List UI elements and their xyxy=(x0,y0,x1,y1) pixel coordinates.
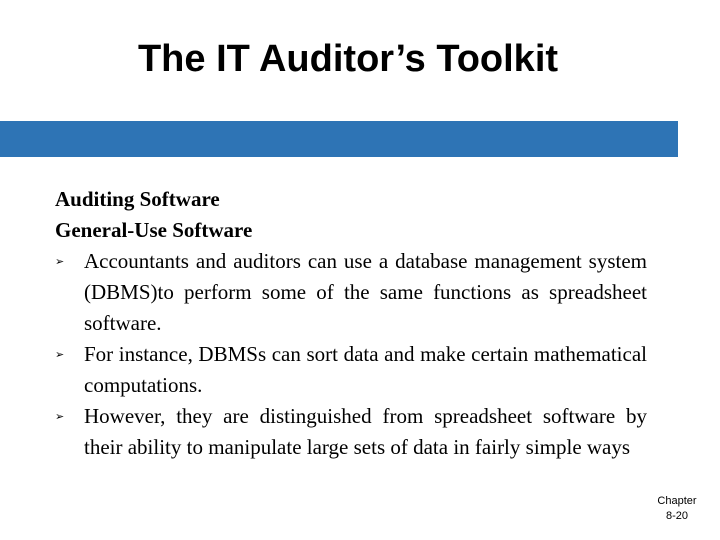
arrowhead-bullet-icon: ➢ xyxy=(55,255,65,268)
slide-content xyxy=(55,184,647,463)
chapter-label: Chapter xyxy=(657,495,697,507)
arrowhead-bullet-icon: ➢ xyxy=(55,410,65,423)
section-heading: Auditing Software xyxy=(55,187,220,211)
title-accent-bar xyxy=(0,121,678,157)
bullet-item xyxy=(55,246,647,339)
page-reference: 8-20 xyxy=(665,510,689,522)
bullet-text: However, they are distinguished from spreadsheet software by their ability to manipulate large sets of data in fairly simple ways xyxy=(84,404,647,459)
subsection-heading: General-Use Software xyxy=(55,218,253,242)
bullet-text: Accountants and auditors can use a database management system (DBMS)to perform some of the same functions as spreadsheet software. xyxy=(84,249,647,335)
bullet-text: For instance, DBMSs can sort data and make certain mathematical computations. xyxy=(84,342,647,397)
arrowhead-bullet-icon: ➢ xyxy=(55,348,65,361)
slide-title: The IT Auditor’s Toolkit xyxy=(137,38,559,80)
bullet-item xyxy=(55,339,647,401)
chapter-footer xyxy=(644,494,710,524)
bullet-list xyxy=(55,246,647,463)
bullet-item xyxy=(55,401,647,463)
